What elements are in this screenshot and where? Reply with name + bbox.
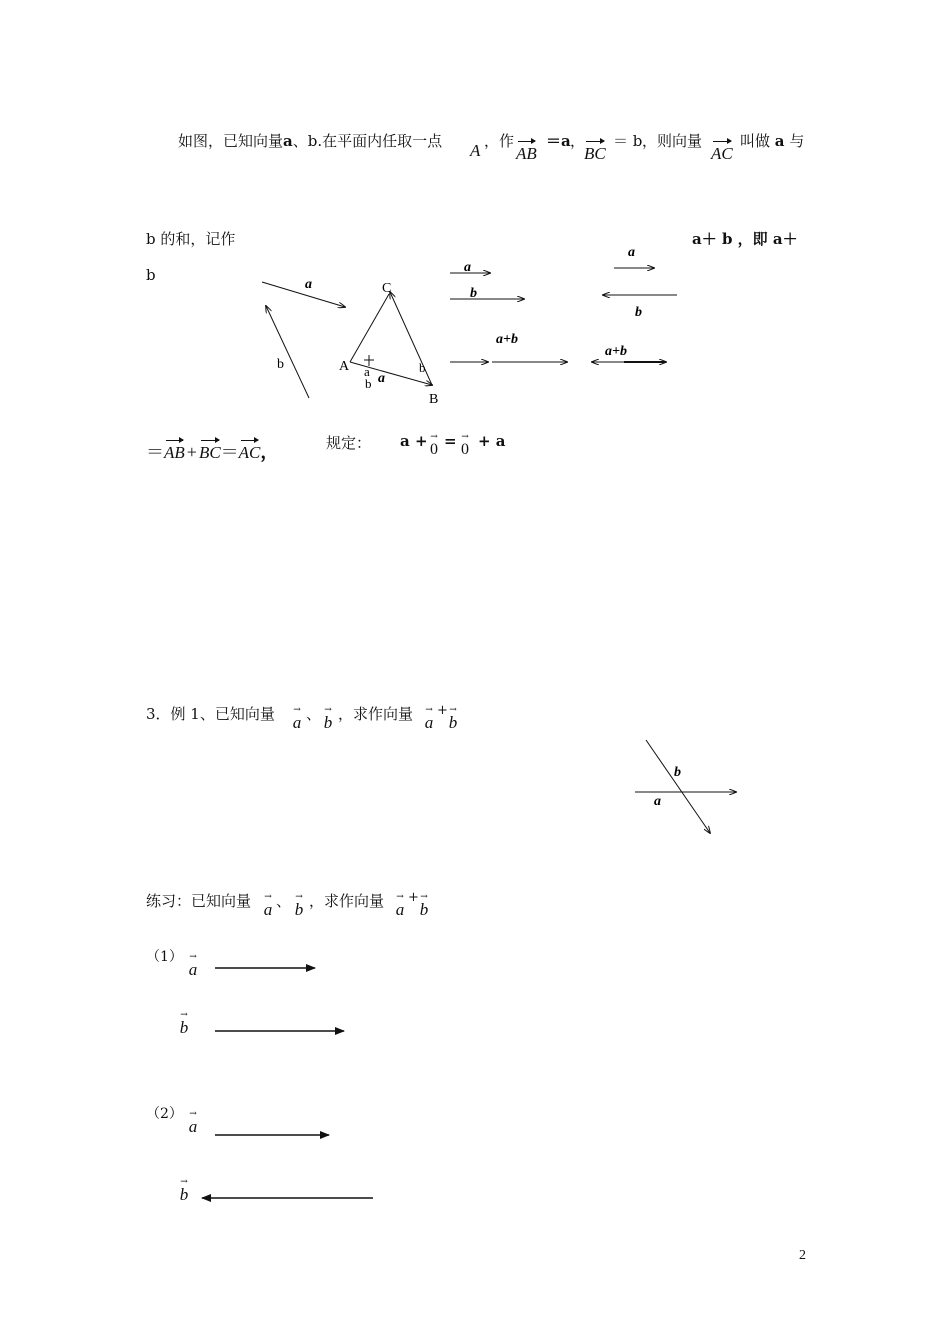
intro-eq-a: ＝a [546,132,571,150]
intro-text-2: .在平面内任取一点 [317,132,443,150]
formula-line [146,438,278,464]
row2-label-b: b [635,305,642,320]
triangle-label-a: a [378,371,385,386]
example-plus: + [437,703,448,718]
loose-vector-a [262,282,345,307]
triangle-vertex-c: C [382,281,392,296]
practice-item-2-number: （2） [146,1106,183,1122]
practice-item-2-label-a: → a [188,1109,198,1136]
loose-vector-b-label: b [277,357,284,372]
practice-sep: 、 [276,892,292,910]
practice-text-2: ，求作向量 [309,892,385,910]
rule-zero-arrow-2: → [461,432,469,442]
example-vec-a: → a [292,705,302,732]
page-number: 2 [799,1248,806,1263]
example-sep: 、 [306,705,322,723]
example-fig-vector-b [646,740,710,833]
triangle-side-bc [390,292,432,385]
intro-vector-a: a [283,132,293,150]
formula-eq-1: ＝ [146,442,164,462]
row2-label-sum: a+b [605,344,627,359]
practice-sum-b: → b [419,892,429,919]
loose-vector-a-label: a [305,277,312,292]
rule-label: 规定： [326,434,372,452]
intro-line-3: b [146,266,156,284]
rule-zero-vector-1: → 0 [430,432,438,458]
practice-item-2-label-b: → b [179,1177,189,1204]
intro-jiaozuo: 叫做 [740,132,771,150]
rule-zero-vector-2: → 0 [461,432,469,458]
triangle-vertex-b: B [429,392,439,407]
rule-a-plus: a + [400,432,428,450]
intro-point-a: A [470,141,481,160]
rule-zero-arrow-1: → [430,432,438,442]
row1-label-sum: a+b [496,332,518,347]
example-text-1: 3．例 1、已知向量 [146,705,275,723]
intro-yu: 与 [789,132,805,150]
intro-line-2-left: b 的和，记作 [146,230,236,248]
intro-vec-ab: AB [516,144,537,163]
practice-sum-a: → a [395,892,405,919]
rule-eq: = [444,432,457,450]
formula-end: ， [260,442,279,462]
practice-figures [0,950,950,1220]
practice-item-1-label-b: → b [179,1010,189,1037]
formula-vec-ab: AB [164,443,185,462]
example-fig-label-a: a [654,794,661,809]
loose-vector-b [266,306,309,398]
intro-vec-ac: AC [711,144,733,163]
formula-vec-bc: BC [198,443,221,462]
intro-sep: 、 [292,132,308,150]
example-figure [620,730,750,840]
intro-a-2: a [774,132,785,150]
row1-label-b: b [470,286,477,301]
triangle-label-b-small: b [365,376,372,391]
formula-vec-ac: AC [238,443,261,462]
row1-label-a: a [464,260,471,275]
example-text-2: ，求作向量 [338,705,414,723]
intro-comma: ， [570,132,586,150]
example-fig-label-b: b [674,765,681,780]
triangle-label-a-small: a [364,364,370,379]
row2-label-a: a [628,245,635,260]
intro-text-3: ，作 [484,132,515,150]
formula-plus: + [186,442,197,462]
triangle-side-ac [350,294,389,362]
practice-vec-b: → b [294,892,304,919]
practice-text-1: 练习：已知向量 [146,892,252,910]
practice-item-1-label-a: → a [188,952,198,979]
example-sum-a: → a [424,705,434,732]
practice-plus: + [408,890,419,905]
intro-vec-bc: BC [584,144,606,163]
intro-vector-b: b [307,132,318,150]
intro-text-4: ，则向量 [642,132,703,150]
practice-item-1-number: （1） [146,949,183,965]
intro-text-1: 如图，已知向量 [178,132,284,150]
triangle-vertex-a: A [339,359,350,374]
figure-vector-addition [0,0,950,420]
triangle-label-b: b [419,360,426,375]
practice-vec-a: → a [263,892,273,919]
intro-line-2-right: a＋ b ，即 a＋ [692,230,798,248]
intro-eq-b: ＝ b [613,132,643,150]
formula-eq-2: ＝ [220,442,239,462]
example-sum-b: → b [448,705,458,732]
rule-plus-a: + a [478,432,506,450]
example-vec-b: → b [323,705,333,732]
